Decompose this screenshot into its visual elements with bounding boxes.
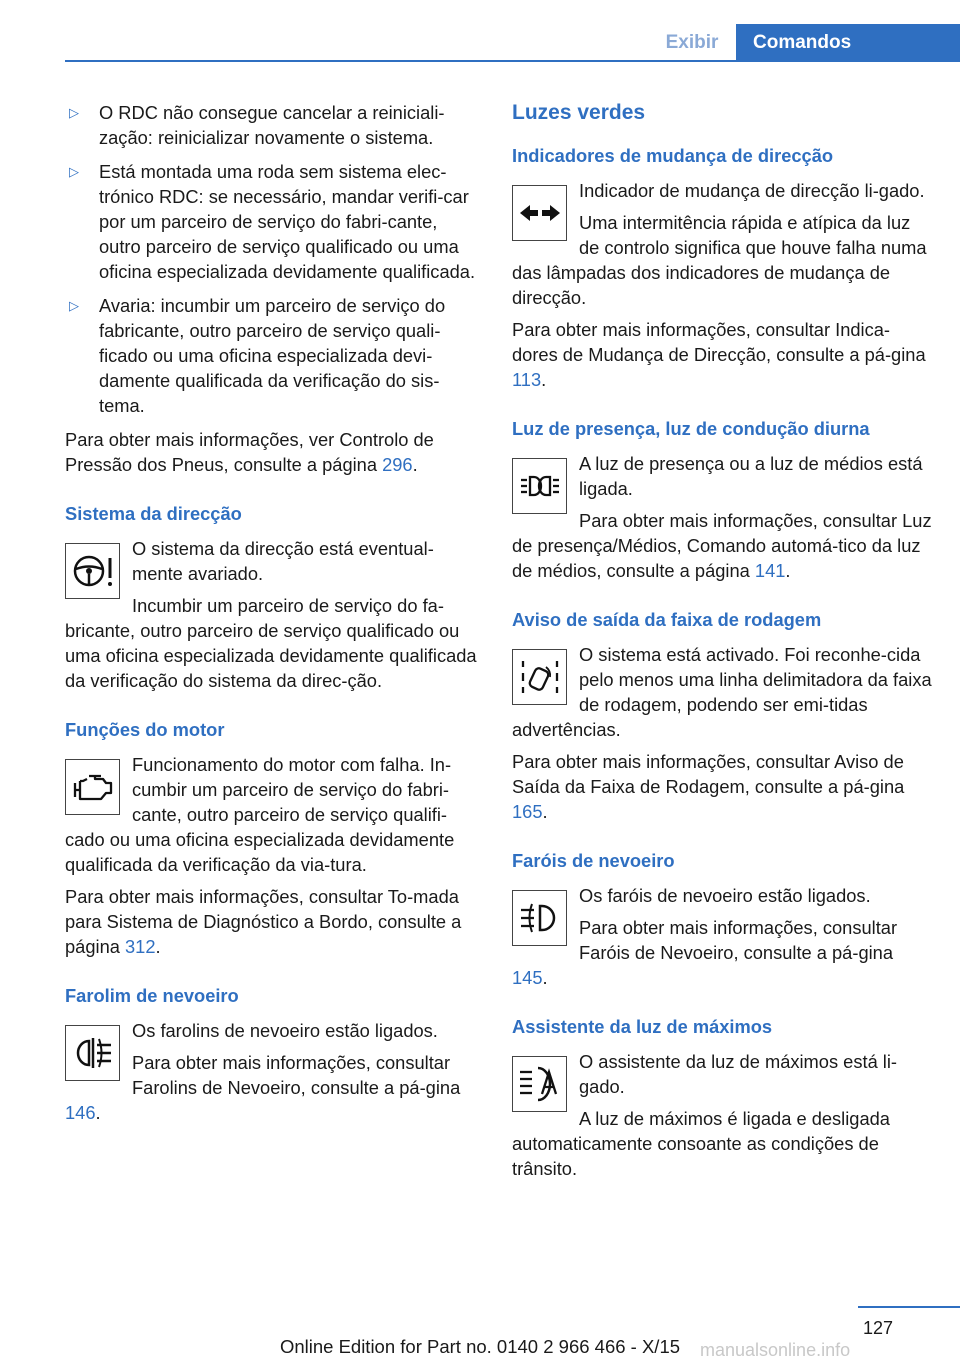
page-link[interactable]: 141	[754, 560, 786, 581]
bullet-triangle-icon: ▷	[69, 298, 79, 313]
parking-more-info: Para obter mais informações, consultar Luz de presença/Médios, Comando automá‐tico da luz de médios, consulte a página 141.	[512, 510, 932, 581]
high-beam-assist-icon	[512, 1056, 567, 1112]
turn-signal-icon	[512, 185, 567, 241]
page-number: 127	[862, 1318, 894, 1338]
section-heading: Luz de presença, luz de condução diurna	[512, 418, 870, 439]
section-heading: Aviso de saída da faixa de rodagem	[512, 609, 822, 630]
rear-fog-icon	[65, 1025, 120, 1081]
page-link[interactable]: 296	[382, 454, 413, 475]
section-title: Luzes verdes	[512, 101, 646, 124]
section-heading: Faróis de nevoeiro	[512, 850, 675, 871]
bullet-triangle-icon: ▷	[69, 105, 79, 120]
rear-fog-more-info: Para obter mais informações, consultar Farolins de Nevoeiro, consulte a pá‐gina 146.	[65, 1052, 461, 1123]
watermark: manualsonline.info	[700, 1340, 851, 1360]
right-column: Luzes verdes Indicadores de mudança de direcção Indicador de mudança de direcção li‐gado. Uma intermitência rápida e atípica da luz de controlo significa que houve falha numa das lâmpadas dos indicadores de mudança de direcção. Para obter mais informações, consultar Indica‐dores de Mudança de Direcção, consulte a pá‐gina 113. Luz de presença, luz de condução diurna A luz de presença ou a luz de médios está ligada. Para obter mais informações, consultar Luz de presença/Médios, Comando automá‐tico da luz de médios, consulte a página 141. Aviso de saída da faixa de rodagem O sistema está activado. Foi reconhe‐cida pelo menos uma linha delimitadora da faixa de rodagem, podendo ser emi‐tidas advertências. Para obter mais informações, consultar Aviso de Saída da Faixa de Rodagem, consulte a pá‐gina 165. Faróis de nevoeiro Os faróis de nevoeiro estão ligados. Para obter mais informações, consultar Faróis de Nevoeiro, consulte a pá‐gina 145. Assistente da luz de máximos O assistente da luz de máximos está li‐gado. A luz de máximos é ligada e desligada automaticamente consoante as condições de trânsito.	[512, 101, 932, 1179]
page-link[interactable]: 145	[512, 967, 543, 988]
tab-exibir[interactable]: Exibir	[665, 32, 719, 53]
header-rule	[65, 60, 960, 62]
tab-comandos[interactable]: Comandos	[736, 24, 960, 62]
turn-more-info: Para obter mais informações, consultar Indica‐dores de Mudança de Direcção, consulte a pá‐gina 113.	[512, 319, 926, 390]
section-heading: Funções do motor	[65, 719, 225, 740]
section-heading: Farolim de nevoeiro	[65, 985, 239, 1006]
left-column: ▷ O RDC não consegue cancelar a reiniciali‐zação: reinicializar novamente o sistema. ▷ Está montada uma roda sem sistema elec‐trónico RDC: se necessário, mandar verifi‐car por um parceiro de serviço do fabri‐cante, outro parceiro de serviço qualificado ou uma oficina especializada devidamente qualificada. ▷ Avaria: incumbir um parceiro de serviço do fabricante, outro parceiro de serviço quali‐ficado ou uma oficina especializada devi‐damente qualificada da verificação do sis‐tema. Para obter mais informações, ver Controlo de Pressão dos Pneus, consulte a página 296. Sistema da direcção O sistema da direcção está eventual‐mente avariado. Incumbir um parceiro de serviço do fa‐bricante, outro parceiro de serviço qualificado ou uma oficina especializada devidamente qualificada da verificação do sistema da direc‐ção. Funções do motor Funcionamento do motor com falha. In‐cumbir um parceiro de serviço do fabri‐cante, outro parceiro de serviço qualifi‐cado ou uma oficina especializada devidamente qualificada da verificação da via‐tura. Para obter mais informações, consultar To‐mada para Sistema de Diagnóstico a Bordo, consulte a página 312. Farolim de nevoeiro Os farolins de nevoeiro estão ligados. Para obter mais informações, consultar Farolins de Nevoeiro, consulte a pá‐gina 146.	[65, 100, 480, 1132]
list-item: ▷ Avaria: incumbir um parceiro de serviço do fabricante, outro parceiro de serviço quali‐ficado ou uma oficina especializada devi‐damente qualificada da verificação do sis‐tema.	[69, 295, 446, 416]
page-link[interactable]: 312	[124, 936, 156, 957]
footer-rule	[858, 1306, 960, 1308]
lane-more-info: Para obter mais informações, consultar Aviso de Saída da Faixa de Rodagem, consulte a pá‐gina 165.	[512, 751, 905, 822]
bullet-triangle-icon: ▷	[69, 164, 79, 179]
engine-icon	[65, 759, 120, 815]
front-fog-icon	[512, 890, 567, 946]
list-item: ▷ Está montada uma roda sem sistema elec‐trónico RDC: se necessário, mandar verifi‐car por um parceiro de serviço do fabri‐cante, outro parceiro de serviço qualificado ou uma oficina especializada devidamente qualificada.	[69, 161, 476, 282]
steering-warning-icon	[65, 543, 120, 599]
parking-light-icon	[512, 458, 567, 514]
section-heading: Assistente da luz de máximos	[512, 1016, 773, 1037]
list-item: ▷ O RDC não consegue cancelar a reiniciali‐zação: reinicializar novamente o sistema.	[69, 102, 445, 148]
lane-departure-icon	[512, 649, 567, 705]
edition-footer: Online Edition for Part no. 0140 2 966 466 - X/15	[279, 1336, 681, 1357]
page-link[interactable]: 113	[512, 369, 542, 390]
rdc-more-info: Para obter mais informações, ver Controlo de Pressão dos Pneus, consulte a página 296.	[65, 429, 434, 475]
page-link[interactable]: 165	[512, 801, 543, 822]
section-heading: Sistema da direcção	[65, 503, 242, 524]
engine-more-info: Para obter mais informações, consultar To‐mada para Sistema de Diagnóstico a Bordo, consulte a página 312.	[65, 886, 462, 957]
page-link[interactable]: 146	[65, 1102, 96, 1123]
front-fog-more-info: Para obter mais informações, consultar Faróis de Nevoeiro, consulte a pá‐gina 145.	[512, 917, 898, 988]
section-heading: Indicadores de mudança de direcção	[512, 145, 834, 166]
